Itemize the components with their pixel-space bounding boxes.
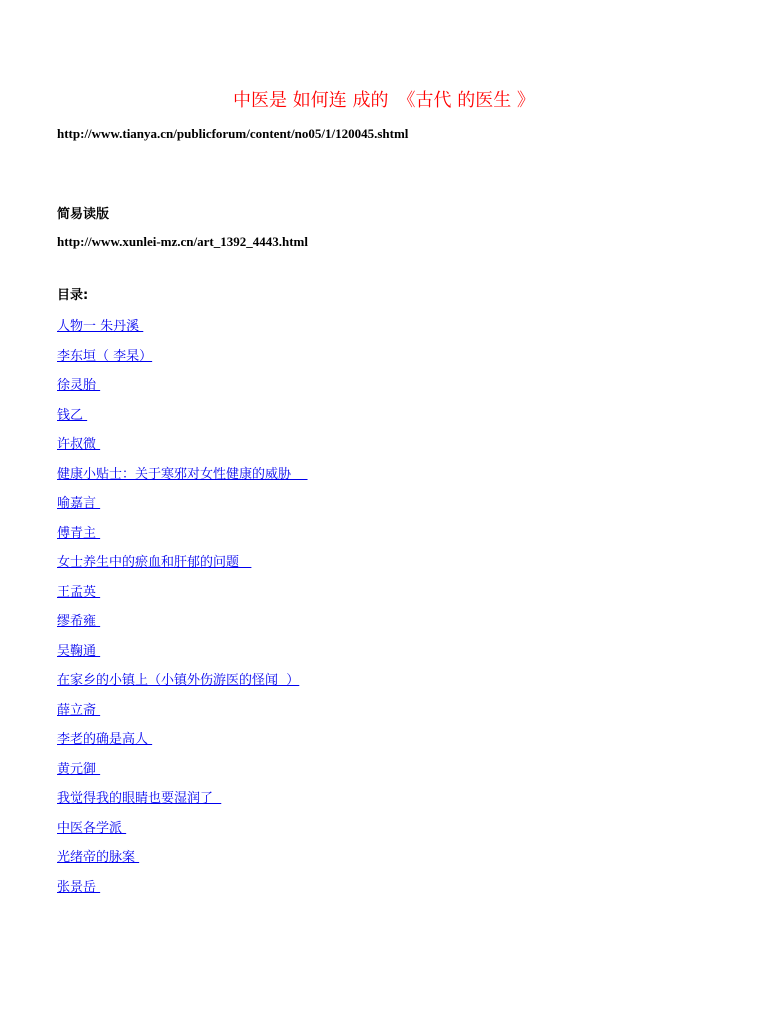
toc-item [57, 316, 308, 346]
toc-link-huang-yuanyu[interactable]: 黄元御 [57, 761, 101, 777]
toc-link-health-tip[interactable]: 健康小贴士：关于寒邪对女性健康的威胁 [57, 466, 308, 482]
toc-item [57, 759, 308, 789]
toc-item [57, 700, 308, 730]
page-title: 中医是 如何连 成的 《古代 的医生 》 [233, 90, 535, 111]
toc-link-wu-jutong[interactable]: 吴鞠通 [57, 643, 101, 659]
toc-link-li-dongyuan[interactable]: 李东垣（ 李杲） [57, 348, 153, 364]
toc-item [57, 582, 308, 612]
toc-link-womens-health[interactable]: 女士养生中的瘀血和肝郁的问题 [57, 555, 252, 570]
toc-link-yu-jiayan[interactable]: 喻嘉言 [57, 496, 101, 511]
toc-link-xu-shuwei[interactable]: 许叔微 [57, 437, 101, 452]
toc-item [57, 847, 308, 877]
toc-item [57, 405, 308, 435]
toc-link-xue-lizhai[interactable]: 薛立斋 [57, 702, 101, 718]
toc-item [57, 434, 308, 464]
toc-link-hometown[interactable]: 在家乡的小镇上（小镇外伤游医的怪闻 ） [57, 673, 300, 688]
toc-link-xu-lingtai[interactable]: 徐灵胎 [57, 378, 101, 393]
toc-item [57, 818, 308, 848]
toc-item [57, 641, 308, 671]
toc-item [57, 670, 308, 700]
toc-link-zhu-danxi[interactable]: 人物一 朱丹溪 [57, 319, 144, 334]
toc-link-miao-xiyong[interactable]: 缪希雍 [57, 614, 101, 629]
toc-link-fu-qingzhu[interactable]: 傅青主 [57, 525, 101, 541]
toc-item [57, 493, 308, 523]
source-url: http://www.tianya.cn/publicforum/content/no05/1/120045.shtml [57, 126, 409, 141]
toc-item [57, 375, 308, 405]
toc-item [57, 464, 308, 494]
easy-version-url: http://www.xunlei-mz.cn/art_1392_4443.html [57, 234, 308, 249]
toc-link-li-lao[interactable]: 李老的确是高人 [57, 732, 153, 747]
toc-item [57, 552, 308, 582]
toc-heading: 目录: [57, 288, 89, 303]
toc-link-qian-yi[interactable]: 钱乙 [57, 407, 88, 423]
easy-version-label: 简易读版 [57, 207, 110, 222]
toc-item [57, 729, 308, 759]
toc-link-guangxu-pulse[interactable]: 光绪帝的脉案 [57, 850, 140, 865]
toc-item [57, 877, 308, 907]
toc-item [57, 523, 308, 553]
toc-link-schools[interactable]: 中医各学派 [57, 820, 127, 836]
toc-item [57, 788, 308, 818]
toc-link-wang-mengying[interactable]: 王孟英 [57, 584, 101, 600]
toc-item [57, 611, 308, 641]
toc-link-zhang-jingyue[interactable]: 张景岳 [57, 879, 101, 895]
toc-item [57, 346, 308, 376]
toc-link-eyes-moist[interactable]: 我觉得我的眼睛也要湿润了 [57, 791, 222, 806]
table-of-contents [57, 316, 308, 906]
